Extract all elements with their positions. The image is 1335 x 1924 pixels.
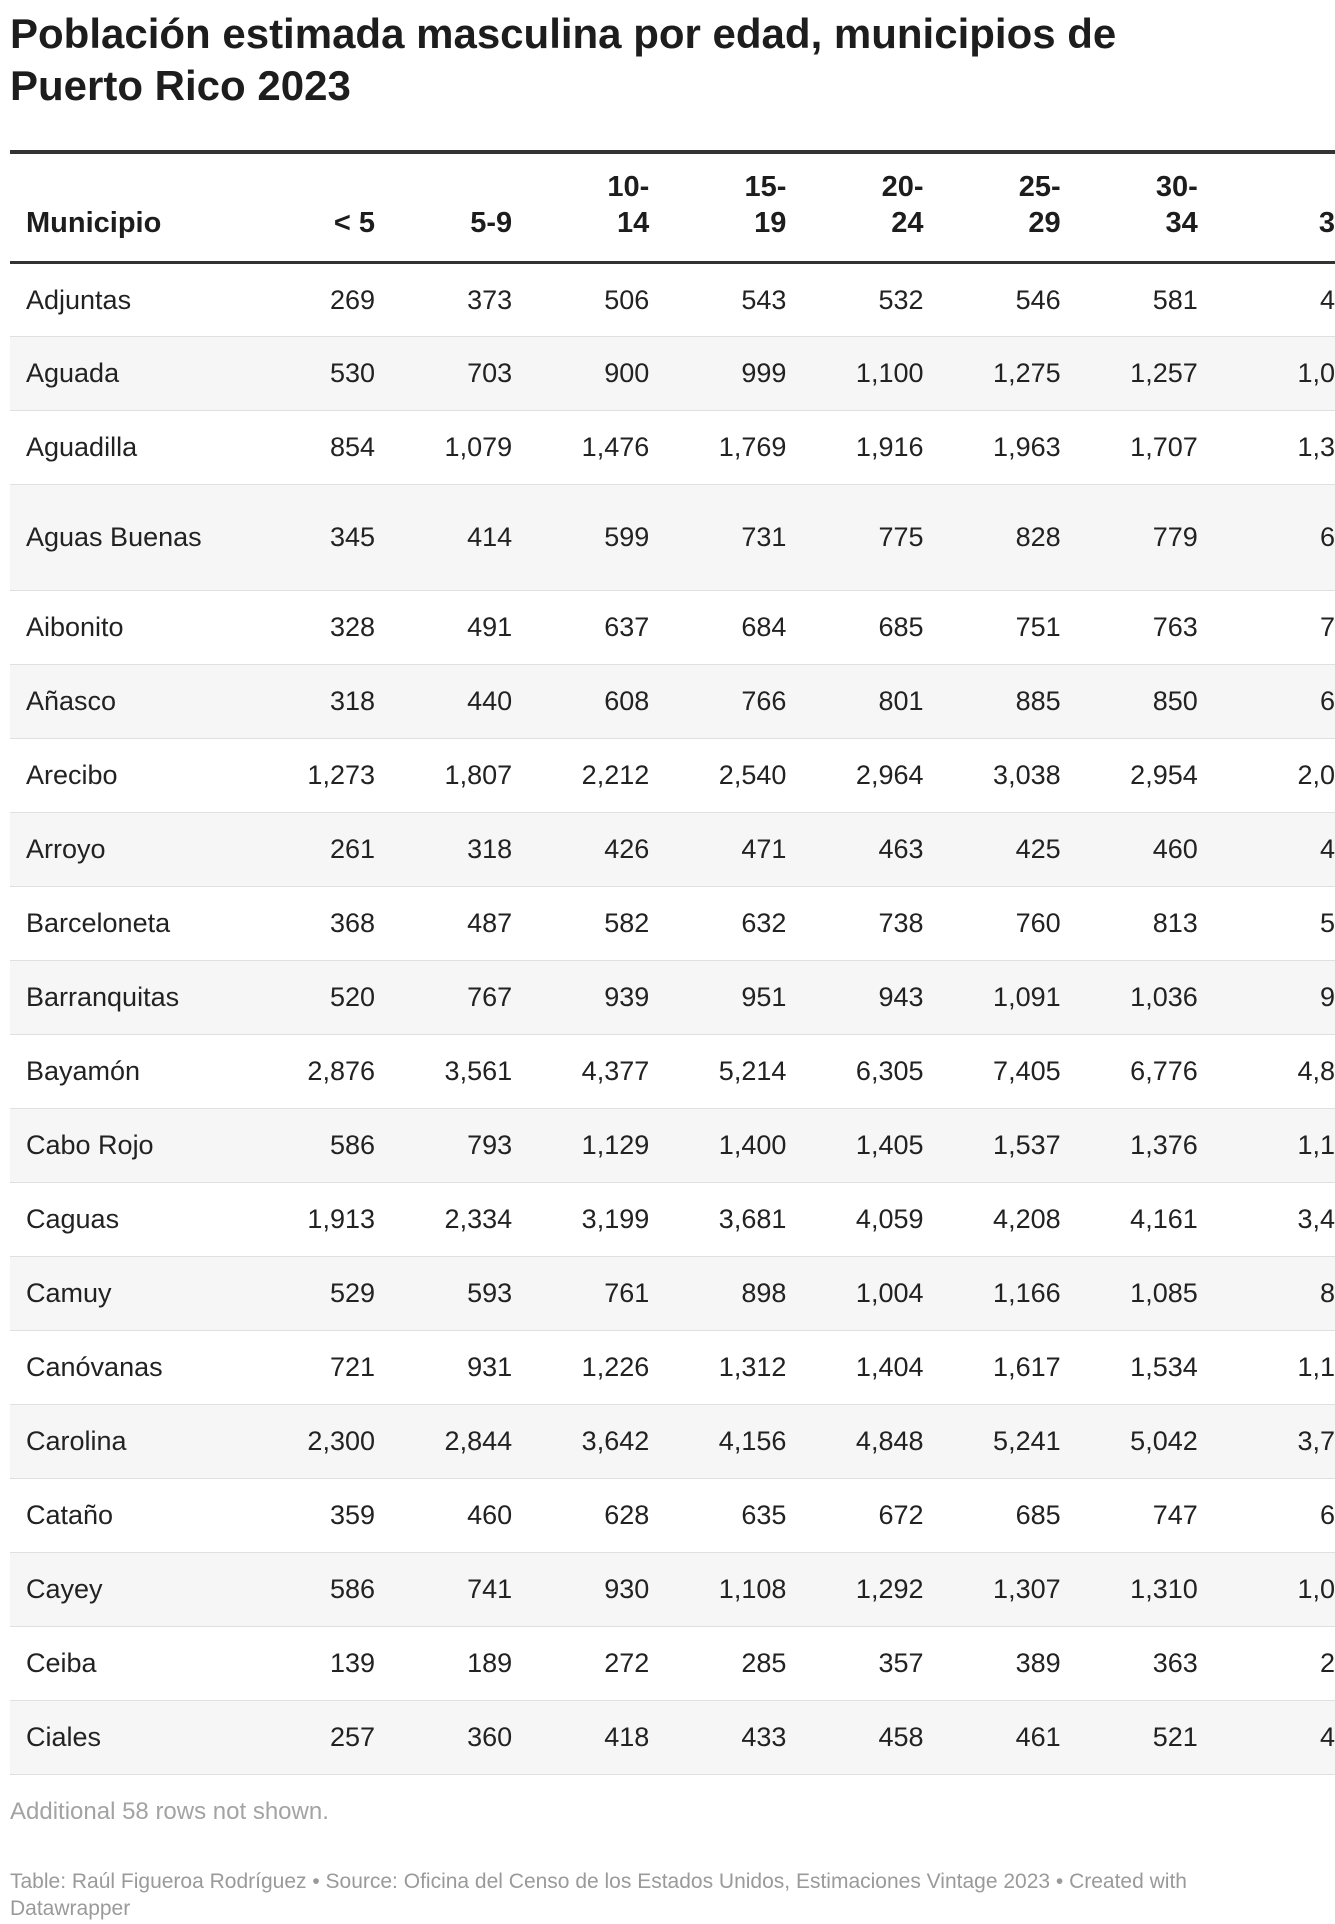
column-header[interactable]: Municipio — [26, 206, 162, 239]
municipio-cell: Adjuntas — [26, 284, 132, 315]
municipio-cell: Arecibo — [26, 760, 118, 790]
value-cell: 721 — [329, 1352, 375, 1382]
value-cell: 672 — [878, 1500, 924, 1530]
value-cell: 414 — [467, 522, 513, 552]
data-table — [10, 150, 1335, 1775]
value-cell: 685 — [878, 612, 924, 642]
value-cell: 1,312 — [718, 1352, 787, 1382]
value-cell: 1,166 — [993, 1278, 1061, 1308]
value-cell: 546 — [1015, 284, 1061, 315]
municipio-cell: Ciales — [26, 1722, 102, 1752]
value-cell: 1,617 — [993, 1352, 1061, 1382]
column-header[interactable] — [1061, 152, 1198, 262]
value-cell: 530 — [329, 358, 375, 388]
value-cell: 3,642 — [581, 1426, 650, 1456]
municipio-cell: Carolina — [26, 1426, 127, 1456]
value-cell: 582 — [604, 908, 650, 938]
value-cell: 426 — [604, 834, 650, 864]
value-cell: 1,108 — [718, 1574, 787, 1604]
value-cell: 4 — [1319, 1722, 1335, 1752]
value-cell: 813 — [1152, 908, 1198, 938]
value-cell: 4,161 — [1130, 1204, 1198, 1234]
value-cell: 943 — [878, 982, 924, 1012]
table-container[interactable] — [10, 150, 1335, 1775]
value-cell: 939 — [604, 982, 650, 1012]
value-cell: 3,7 — [1297, 1426, 1335, 1456]
value-cell: 1,707 — [1130, 432, 1198, 462]
value-cell: 1,0 — [1297, 358, 1335, 388]
value-cell: 2,334 — [444, 1204, 513, 1234]
value-cell: 2,964 — [855, 760, 924, 790]
value-cell: 269 — [329, 284, 375, 315]
value-cell: 7 — [1319, 612, 1335, 642]
value-cell: 760 — [1015, 908, 1061, 938]
value-cell: 261 — [329, 834, 375, 864]
column-header[interactable] — [786, 152, 923, 262]
value-cell: 1,400 — [718, 1130, 787, 1160]
value-cell: 685 — [1015, 1500, 1061, 1530]
column-header-label: 15- 19 — [744, 170, 787, 239]
value-cell: 6 — [1319, 522, 1335, 552]
value-cell: 2 — [1319, 1648, 1335, 1678]
value-cell: 1,307 — [993, 1574, 1061, 1604]
value-cell: 767 — [467, 982, 513, 1012]
value-cell: 487 — [467, 908, 513, 938]
value-cell: 328 — [329, 612, 375, 642]
table-row — [10, 886, 1335, 960]
value-cell: 4,208 — [993, 1204, 1061, 1234]
chart-footer: Table: Raúl Figueroa Rodríguez • Source: Oficina del Censo de los Estados Unidos, Estimaciones Vintage 2023 • Created with Datawrapper — [10, 1870, 1187, 1920]
value-cell: 999 — [741, 358, 787, 388]
value-cell: 1,1 — [1297, 1352, 1335, 1382]
value-cell: 632 — [741, 908, 787, 938]
value-cell: 471 — [741, 834, 787, 864]
value-cell: 6,776 — [1130, 1056, 1198, 1086]
value-cell: 801 — [878, 686, 924, 716]
value-cell: 1,963 — [993, 432, 1061, 462]
value-cell: 751 — [1015, 612, 1061, 642]
column-header[interactable] — [924, 152, 1061, 262]
value-cell: 1,769 — [718, 432, 787, 462]
table-body — [10, 262, 1335, 1774]
table-row — [10, 1404, 1335, 1478]
value-cell: 520 — [329, 982, 375, 1012]
table-row — [10, 1700, 1335, 1774]
value-cell: 738 — [878, 908, 924, 938]
municipio-cell: Arroyo — [26, 834, 106, 864]
value-cell: 345 — [329, 522, 375, 552]
table-row — [10, 1256, 1335, 1330]
value-cell: 3,199 — [581, 1204, 650, 1234]
value-cell: 4,377 — [581, 1056, 650, 1086]
municipio-cell: Aguadilla — [26, 432, 138, 462]
value-cell: 3,561 — [444, 1056, 513, 1086]
municipio-cell: Añasco — [26, 686, 117, 716]
value-cell: 1,100 — [855, 358, 924, 388]
value-cell: 741 — [467, 1574, 513, 1604]
value-cell: 1,537 — [993, 1130, 1061, 1160]
value-cell: 8 — [1319, 1278, 1335, 1308]
value-cell: 440 — [467, 686, 513, 716]
value-cell: 1,476 — [581, 432, 650, 462]
column-header-label: 3 — [1318, 206, 1335, 239]
value-cell: 599 — [604, 522, 650, 552]
municipio-cell: Aguada — [26, 358, 120, 388]
column-header[interactable] — [512, 152, 649, 262]
table-row — [10, 812, 1335, 886]
value-cell: 1,292 — [855, 1574, 924, 1604]
value-cell: 1,3 — [1297, 432, 1335, 462]
column-header-label: 5-9 — [470, 206, 513, 239]
value-cell: 1,273 — [307, 760, 375, 790]
value-cell: 543 — [741, 284, 787, 315]
table-row — [10, 1552, 1335, 1626]
value-cell: 898 — [741, 1278, 787, 1308]
value-cell: 635 — [741, 1500, 787, 1530]
table-row — [10, 1478, 1335, 1552]
value-cell: 1,913 — [307, 1204, 375, 1234]
value-cell: 5,214 — [718, 1056, 787, 1086]
value-cell: 4,848 — [855, 1426, 924, 1456]
rows-not-shown-note: Additional 58 rows not shown. — [10, 1798, 329, 1825]
value-cell: 1,004 — [855, 1278, 924, 1308]
value-cell: 318 — [467, 834, 513, 864]
value-cell: 458 — [878, 1722, 924, 1752]
value-cell: 586 — [329, 1130, 375, 1160]
value-cell: 363 — [1152, 1648, 1198, 1678]
value-cell: 775 — [878, 522, 924, 552]
value-cell: 828 — [1015, 522, 1061, 552]
municipio-cell: Aibonito — [26, 612, 124, 642]
column-header[interactable] — [649, 152, 786, 262]
municipio-cell: Canóvanas — [26, 1352, 163, 1382]
value-cell: 257 — [329, 1722, 375, 1752]
table-row — [10, 664, 1335, 738]
value-cell: 6,305 — [855, 1056, 924, 1086]
municipio-cell: Cabo Rojo — [26, 1130, 154, 1160]
value-cell: 703 — [467, 358, 513, 388]
value-cell: 529 — [329, 1278, 375, 1308]
value-cell: 1,0 — [1297, 1574, 1335, 1604]
value-cell: 1,310 — [1130, 1574, 1198, 1604]
municipio-cell: Cayey — [26, 1574, 103, 1604]
value-cell: 7,405 — [993, 1056, 1061, 1086]
value-cell: 581 — [1152, 284, 1198, 315]
municipio-cell: Barranquitas — [26, 982, 180, 1012]
column-header[interactable] — [1198, 152, 1335, 262]
value-cell: 593 — [467, 1278, 513, 1308]
value-cell: 1,129 — [581, 1130, 650, 1160]
table-row — [10, 262, 1335, 336]
value-cell: 461 — [1015, 1722, 1061, 1752]
value-cell: 491 — [467, 612, 513, 642]
value-cell: 359 — [329, 1500, 375, 1530]
value-cell: 586 — [329, 1574, 375, 1604]
chart-title: Población estimada masculina por edad, municipios de Puerto Rico 2023 — [10, 10, 1117, 109]
value-cell: 6 — [1319, 1500, 1335, 1530]
municipio-cell: Caguas — [26, 1204, 120, 1234]
value-cell: 4,156 — [718, 1426, 787, 1456]
value-cell: 506 — [604, 284, 650, 315]
value-cell: 2,300 — [307, 1426, 375, 1456]
value-cell: 5,042 — [1130, 1426, 1198, 1456]
value-cell: 1,085 — [1130, 1278, 1198, 1308]
value-cell: 2,212 — [581, 760, 650, 790]
municipio-cell: Aguas Buenas — [26, 522, 202, 552]
value-cell: 318 — [329, 686, 375, 716]
value-cell: 2,876 — [307, 1056, 375, 1086]
value-cell: 747 — [1152, 1500, 1198, 1530]
table-row — [10, 960, 1335, 1034]
value-cell: 360 — [467, 1722, 513, 1752]
value-cell: 1,1 — [1297, 1130, 1335, 1160]
value-cell: 433 — [741, 1722, 787, 1752]
column-header-label: 25- 29 — [1018, 170, 1061, 239]
value-cell: 1,275 — [993, 358, 1061, 388]
value-cell: 389 — [1015, 1648, 1061, 1678]
value-cell: 521 — [1152, 1722, 1198, 1752]
municipio-cell: Camuy — [26, 1278, 112, 1308]
value-cell: 608 — [604, 686, 650, 716]
value-cell: 368 — [329, 908, 375, 938]
table-row — [10, 1330, 1335, 1404]
value-cell: 900 — [604, 358, 650, 388]
value-cell: 5 — [1319, 908, 1335, 938]
value-cell: 684 — [741, 612, 787, 642]
value-cell: 1,807 — [444, 760, 513, 790]
table-row — [10, 336, 1335, 410]
value-cell: 2,0 — [1297, 760, 1335, 790]
value-cell: 2,540 — [718, 760, 787, 790]
value-cell: 779 — [1152, 522, 1198, 552]
value-cell: 637 — [604, 612, 650, 642]
value-cell: 5,241 — [993, 1426, 1061, 1456]
value-cell: 1,079 — [444, 432, 513, 462]
column-header-label: 30- 34 — [1155, 170, 1198, 239]
value-cell: 4,8 — [1297, 1056, 1335, 1086]
value-cell: 1,404 — [855, 1352, 924, 1382]
value-cell: 951 — [741, 982, 787, 1012]
table-row — [10, 1108, 1335, 1182]
value-cell: 1,036 — [1130, 982, 1198, 1012]
column-header-label: < 5 — [333, 206, 375, 239]
value-cell: 885 — [1015, 686, 1061, 716]
municipio-cell: Barceloneta — [26, 908, 171, 938]
municipio-cell: Bayamón — [26, 1056, 141, 1086]
value-cell: 532 — [878, 284, 924, 315]
value-cell: 1,376 — [1130, 1130, 1198, 1160]
value-cell: 761 — [604, 1278, 650, 1308]
value-cell: 6 — [1319, 686, 1335, 716]
table-row — [10, 1626, 1335, 1700]
value-cell: 9 — [1319, 982, 1335, 1012]
value-cell: 460 — [467, 1500, 513, 1530]
value-cell: 930 — [604, 1574, 650, 1604]
value-cell: 139 — [329, 1648, 375, 1678]
column-header-label: 20- 24 — [881, 170, 924, 239]
value-cell: 854 — [329, 432, 375, 462]
value-cell: 425 — [1015, 834, 1061, 864]
municipio-cell: Ceiba — [26, 1648, 97, 1678]
value-cell: 1,257 — [1130, 358, 1198, 388]
value-cell: 763 — [1152, 612, 1198, 642]
value-cell: 189 — [467, 1648, 513, 1678]
table-row — [10, 1034, 1335, 1108]
value-cell: 357 — [878, 1648, 924, 1678]
value-cell: 285 — [741, 1648, 787, 1678]
value-cell: 628 — [604, 1500, 650, 1530]
value-cell: 1,534 — [1130, 1352, 1198, 1382]
value-cell: 793 — [467, 1130, 513, 1160]
value-cell: 1,916 — [855, 432, 924, 462]
value-cell: 4 — [1319, 834, 1335, 864]
value-cell: 3,038 — [993, 760, 1061, 790]
table-row — [10, 410, 1335, 484]
value-cell: 4,059 — [855, 1204, 924, 1234]
value-cell: 731 — [741, 522, 787, 552]
value-cell: 418 — [604, 1722, 650, 1752]
table-row — [10, 590, 1335, 664]
value-cell: 272 — [604, 1648, 650, 1678]
table-row — [10, 1182, 1335, 1256]
value-cell: 2,954 — [1130, 760, 1198, 790]
table-header-row — [10, 152, 1335, 262]
value-cell: 460 — [1152, 834, 1198, 864]
value-cell: 1,405 — [855, 1130, 924, 1160]
value-cell: 3,4 — [1297, 1204, 1335, 1234]
value-cell: 766 — [741, 686, 787, 716]
value-cell: 4 — [1319, 284, 1335, 315]
column-header[interactable] — [375, 152, 512, 262]
table-row — [10, 738, 1335, 812]
value-cell: 1,091 — [993, 982, 1061, 1012]
value-cell: 373 — [467, 284, 513, 315]
table-row — [10, 484, 1335, 590]
column-header-label: 10- 14 — [607, 170, 650, 239]
value-cell: 3,681 — [718, 1204, 787, 1234]
value-cell: 2,844 — [444, 1426, 513, 1456]
value-cell: 1,226 — [581, 1352, 650, 1382]
value-cell: 850 — [1152, 686, 1198, 716]
column-header[interactable] — [238, 152, 375, 262]
value-cell: 931 — [467, 1352, 513, 1382]
value-cell: 463 — [878, 834, 924, 864]
municipio-cell: Cataño — [26, 1500, 114, 1530]
